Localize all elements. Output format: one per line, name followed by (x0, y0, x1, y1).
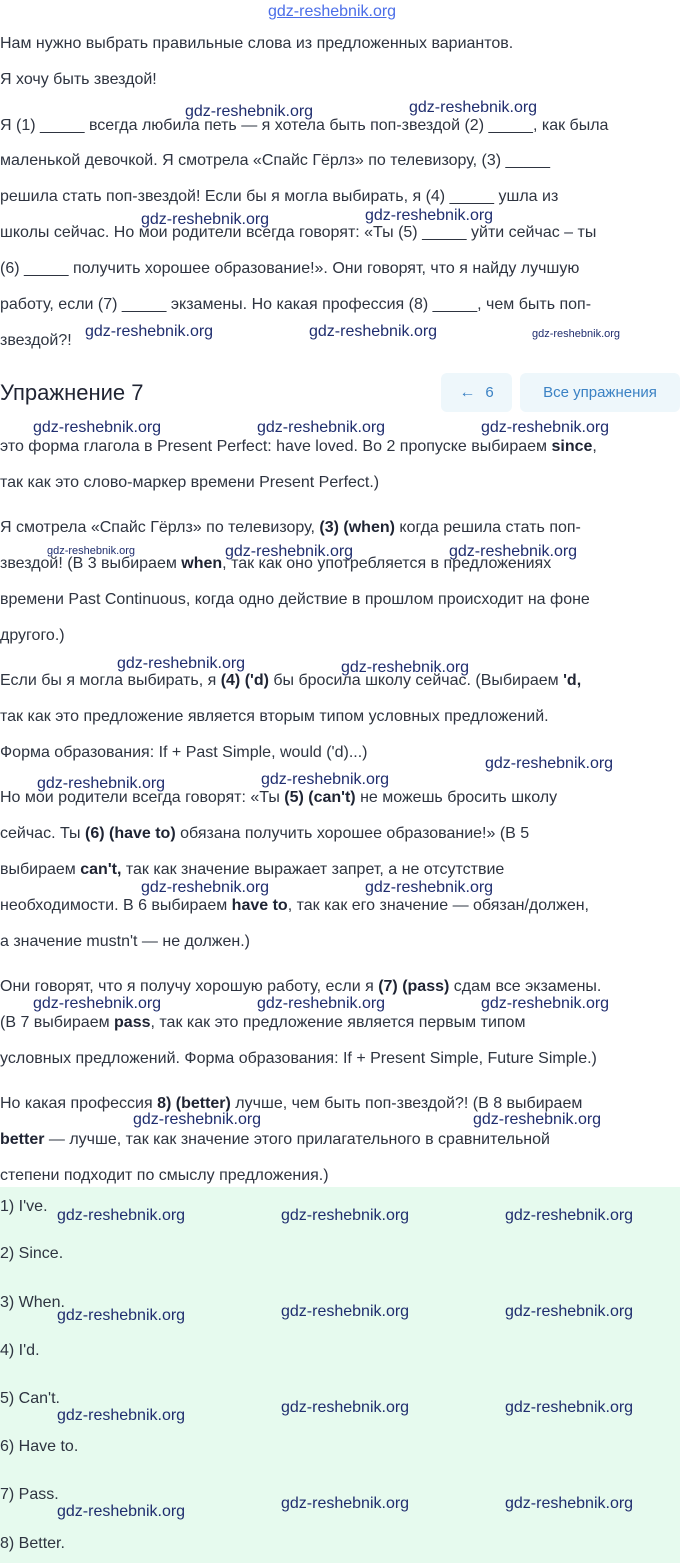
intro-line: маленькой девочкой. Я смотрела «Спайс Гёрлз» по телевизору, (3) _____ (0, 152, 551, 169)
arrow-left-icon: ← (459, 383, 476, 401)
watermark: gdz-reshebnik.org (57, 1207, 186, 1224)
explanation-line: Но какая профессия 8) (better) лучше, чем быть поп-звездой?! (В 8 выбираем (0, 1095, 583, 1112)
explanation-line: другого.) (0, 627, 65, 644)
watermark: gdz-reshebnik.org (281, 1495, 410, 1512)
answer-item: 6) Have to. (0, 1438, 79, 1455)
watermark: gdz-reshebnik.org (505, 1495, 634, 1512)
answer-item: 1) I've. (0, 1198, 48, 1215)
watermark: gdz-reshebnik.org (85, 323, 214, 340)
watermark: gdz-reshebnik.org (225, 543, 354, 560)
watermark: gdz-reshebnik.org (33, 419, 162, 436)
watermark: gdz-reshebnik.org (33, 995, 162, 1012)
answer-item: 2) Since. (0, 1245, 64, 1262)
explanation-line: better — лучше, так как значение этого прилагательного в сравнительной (0, 1131, 550, 1148)
watermark: gdz-reshebnik.org (505, 1303, 634, 1320)
explanation-line: сейчас. Ты (6) (have to) обязана получить хорошее образование!» (В 5 (0, 825, 530, 842)
intro-line: Нам нужно выбрать правильные слова из предложенных вариантов. (0, 35, 514, 52)
explanation-line: так как это предложение является вторым типом условных предложений. (0, 708, 549, 725)
explanation-line: условных предложений. Форма образования: If + Present Simple, Future Simple.) (0, 1050, 597, 1067)
answer-item: 7) Pass. (0, 1486, 59, 1503)
answer-item: 4) I'd. (0, 1342, 40, 1359)
explanation-line: Я смотрела «Спайс Гёрлз» по телевизору, (3) (when) когда решила стать поп- (0, 519, 581, 536)
watermark: gdz-reshebnik.org (57, 1503, 186, 1520)
watermark: gdz-reshebnik.org (505, 1207, 634, 1224)
explanation-line: это форма глагола в Present Perfect: have loved. Во 2 пропуске выбираем since, (0, 438, 597, 455)
watermark: gdz-reshebnik.org (532, 328, 621, 340)
watermark: gdz-reshebnik.org (281, 1303, 410, 1320)
watermark: gdz-reshebnik.org (57, 1307, 186, 1324)
intro-line: звездой?! (0, 332, 72, 349)
watermark: gdz-reshebnik.org (57, 1407, 186, 1424)
watermark: gdz-reshebnik.org (365, 207, 494, 224)
watermark: gdz-reshebnik.org (117, 655, 246, 672)
watermark: gdz-reshebnik.org (473, 1111, 602, 1128)
answers-panel (0, 1187, 680, 1563)
explanation-line: времени Past Continuous, когда одно действие в прошлом происходит на фоне (0, 591, 590, 608)
prev-exercise-label: 6 (485, 384, 494, 401)
watermark: gdz-reshebnik.org (141, 879, 270, 896)
explanation-line: степени подходит по смыслу предложения.) (0, 1167, 329, 1184)
explanation-line: необходимости. В 6 выбираем have to, так как его значение — обязан/должен, (0, 897, 589, 914)
explanation-line: Форма образования: If + Past Simple, would ('d)...) (0, 744, 368, 761)
explanation-line: Но мои родители всегда говорят: «Ты (5) (can't) не можешь бросить школу (0, 789, 558, 806)
explanation-line: Они говорят, что я получу хорошую работу, если я (7) (pass) сдам все экзамены. (0, 978, 602, 995)
watermark: gdz-reshebnik.org (309, 323, 438, 340)
intro-line: Я хочу быть звездой! (0, 71, 157, 88)
watermark: gdz-reshebnik.org (47, 545, 136, 557)
watermark: gdz-reshebnik.org (481, 419, 610, 436)
all-exercises-button[interactable]: Все упражнения (520, 373, 680, 412)
explanation-line: Если бы я могла выбирать, я (4) ('d) бы бросила школу сейчас. (Выбираем 'd, (0, 672, 582, 689)
watermark: gdz-reshebnik.org (133, 1111, 262, 1128)
watermark: gdz-reshebnik.org (365, 879, 494, 896)
answer-item: 5) Can't. (0, 1390, 60, 1407)
watermark: gdz-reshebnik.org (141, 211, 270, 228)
watermark-link[interactable]: gdz-reshebnik.org (268, 3, 397, 20)
explanation-line: выбираем can't, так как значение выражает запрет, а не отсутствие (0, 861, 505, 878)
intro-line: Я (1) _____ всегда любила петь — я хотела быть поп-звездой (2) _____, как была (0, 117, 609, 134)
watermark: gdz-reshebnik.org (505, 1399, 634, 1416)
watermark: gdz-reshebnik.org (409, 99, 538, 116)
intro-line: работу, если (7) _____ экзамены. Но какая профессия (8) _____, чем быть поп- (0, 296, 592, 313)
intro-line: (6) _____ получить хорошее образование!». Они говорят, что я найду лучшую (0, 260, 580, 277)
intro-line: школы сейчас. Но мои родители всегда говорят: «Ты (5) _____ уйти сейчас – ты (0, 224, 597, 241)
watermark: gdz-reshebnik.org (257, 419, 386, 436)
exercise-title: Упражнение 7 (0, 380, 144, 405)
watermark: gdz-reshebnik.org (257, 995, 386, 1012)
answer-item: 8) Better. (0, 1535, 65, 1552)
explanation-line: звездой! (В 3 выбираем when, так как оно употребляется в предложениях (0, 555, 552, 572)
watermark: gdz-reshebnik.org (341, 659, 470, 676)
intro-line: решила стать поп-звездой! Если бы я могла выбирать, я (4) _____ ушла из (0, 188, 559, 205)
watermark: gdz-reshebnik.org (281, 1207, 410, 1224)
watermark: gdz-reshebnik.org (449, 543, 578, 560)
prev-exercise-button[interactable] (441, 373, 512, 412)
watermark: gdz-reshebnik.org (261, 771, 390, 788)
watermark: gdz-reshebnik.org (281, 1399, 410, 1416)
explanation-line: а значение mustn't — не должен.) (0, 933, 250, 950)
explanation-line: так как это слово-маркер времени Present Perfect.) (0, 474, 380, 491)
explanation-line: (В 7 выбираем pass, так как это предложение является первым типом (0, 1014, 526, 1031)
watermark: gdz-reshebnik.org (37, 775, 166, 792)
watermark: gdz-reshebnik.org (485, 755, 614, 772)
answer-item: 3) When. (0, 1294, 65, 1311)
watermark: gdz-reshebnik.org (185, 103, 314, 120)
watermark: gdz-reshebnik.org (481, 995, 610, 1012)
